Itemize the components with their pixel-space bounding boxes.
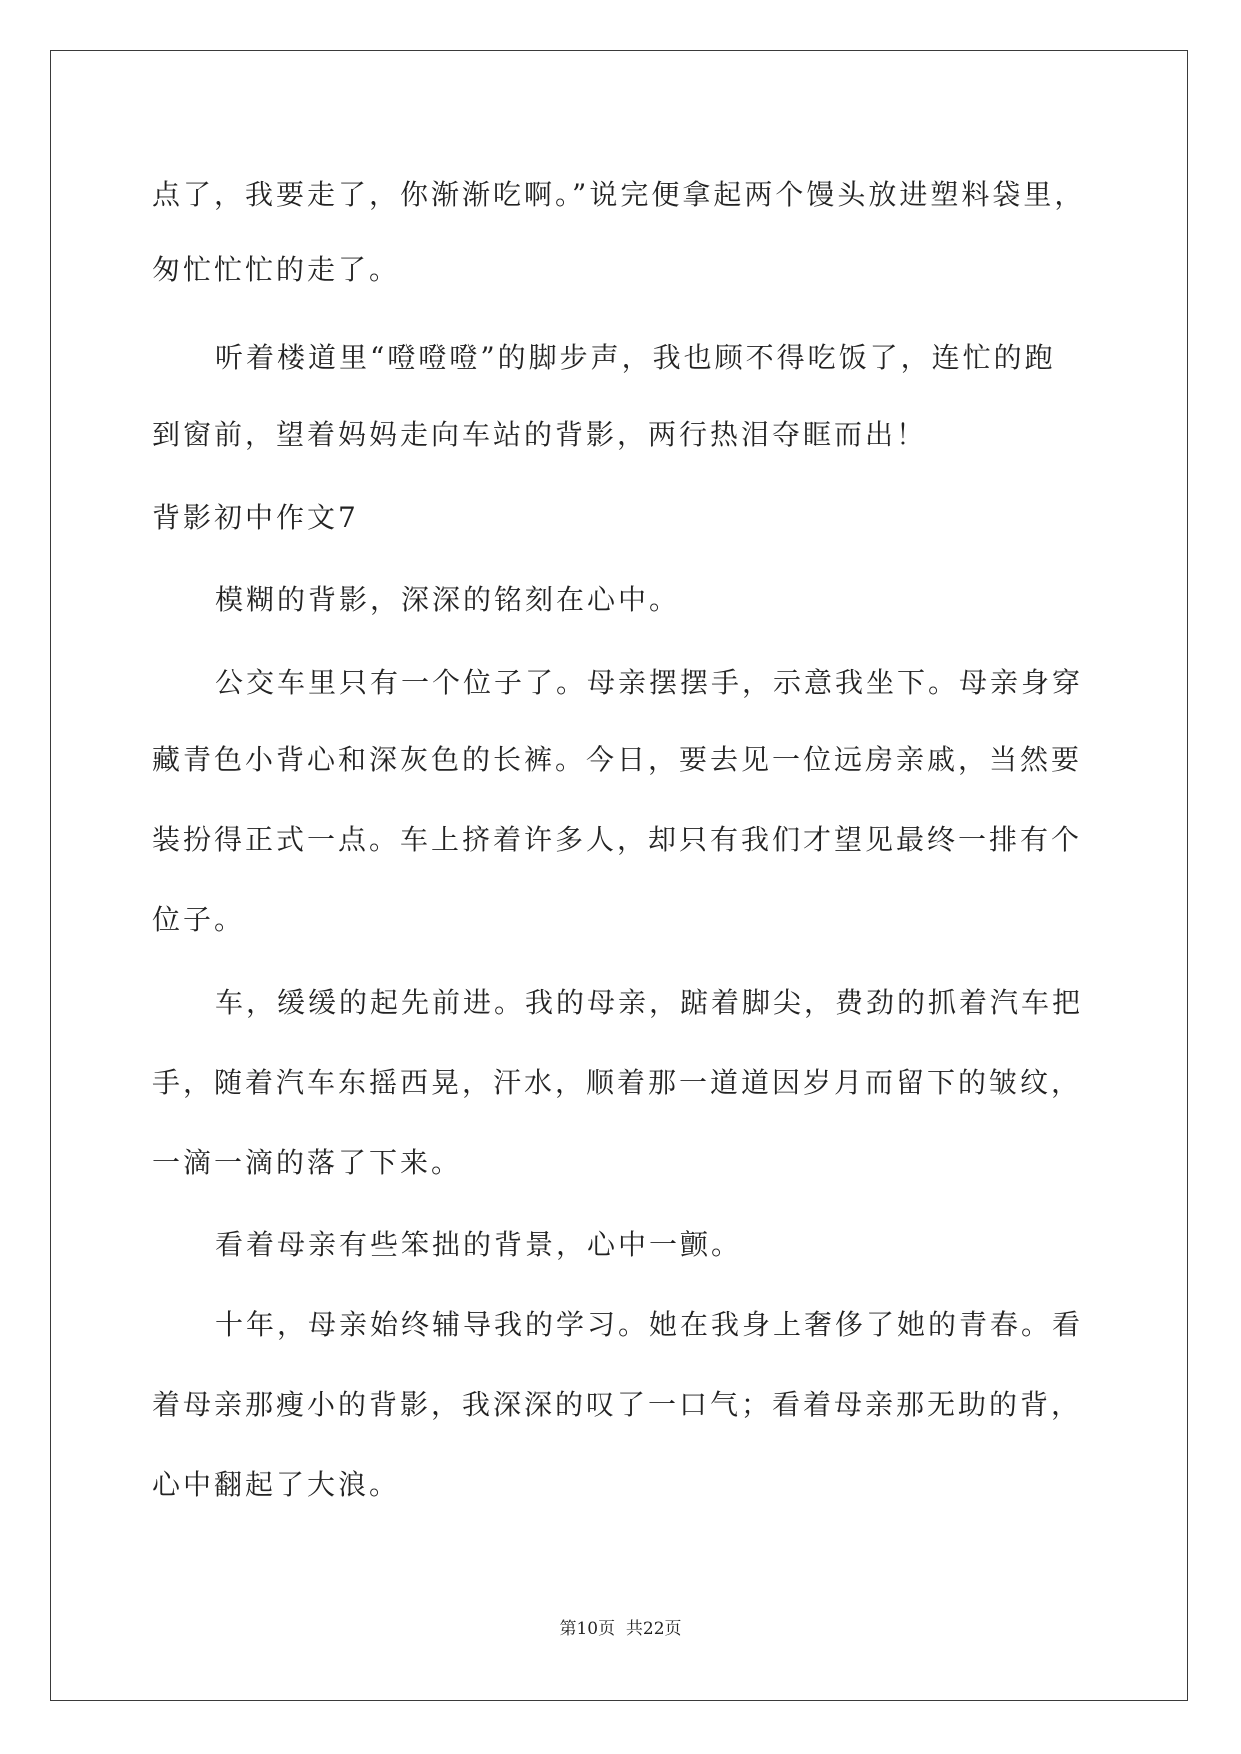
- section-heading: 背影初中作文7: [152, 501, 359, 534]
- page-border: [50, 50, 1188, 1701]
- paragraph-line: 点了，我要走了，你渐渐吃啊。”说完便拿起两个馒头放进塑料袋里，: [152, 178, 1086, 211]
- paragraph-line: 装扮得正式一点。车上挤着许多人，却只有我们才望见最终一排有个: [152, 823, 1083, 856]
- paragraph-line: 手，随着汽车东摇西晃，汗水，顺着那一道道因岁月而留下的皱纹，: [152, 1066, 1083, 1099]
- paragraph-line: 一滴一滴的落了下来。: [152, 1146, 463, 1179]
- paragraph-line: 看着母亲有些笨拙的背景，心中一颤。: [215, 1228, 743, 1261]
- paragraph-line: 藏青色小背心和深灰色的长裤。今日，要去见一位远房亲戚，当然要: [152, 743, 1083, 776]
- paragraph-line: 十年，母亲始终辅导我的学习。她在我身上奢侈了她的青春。看: [215, 1308, 1084, 1341]
- paragraph-line: 着母亲那瘦小的背影，我深深的叹了一口气；看着母亲那无助的背，: [152, 1388, 1083, 1421]
- paragraph-line: 车，缓缓的起先前进。我的母亲，踮着脚尖，费劲的抓着汽车把: [215, 986, 1084, 1019]
- paragraph-line: 到窗前，望着妈妈走向车站的背影，两行热泪夺眶而出！: [152, 418, 928, 451]
- paragraph-line: 位子。: [152, 903, 246, 936]
- paragraph-line: 模糊的背影，深深的铭刻在心中。: [215, 583, 681, 616]
- paragraph-line: 听着楼道里“噔噔噔”的脚步声，我也顾不得吃饭了，连忙的跑: [215, 341, 1056, 374]
- paragraph-line: 匆忙忙忙的走了。: [152, 253, 401, 286]
- paragraph-line: 公交车里只有一个位子了。母亲摆摆手，示意我坐下。母亲身穿: [215, 666, 1084, 699]
- paragraph-line: 心中翻起了大浪。: [152, 1468, 401, 1501]
- page-footer: 第10页 共22页: [559, 1619, 682, 1639]
